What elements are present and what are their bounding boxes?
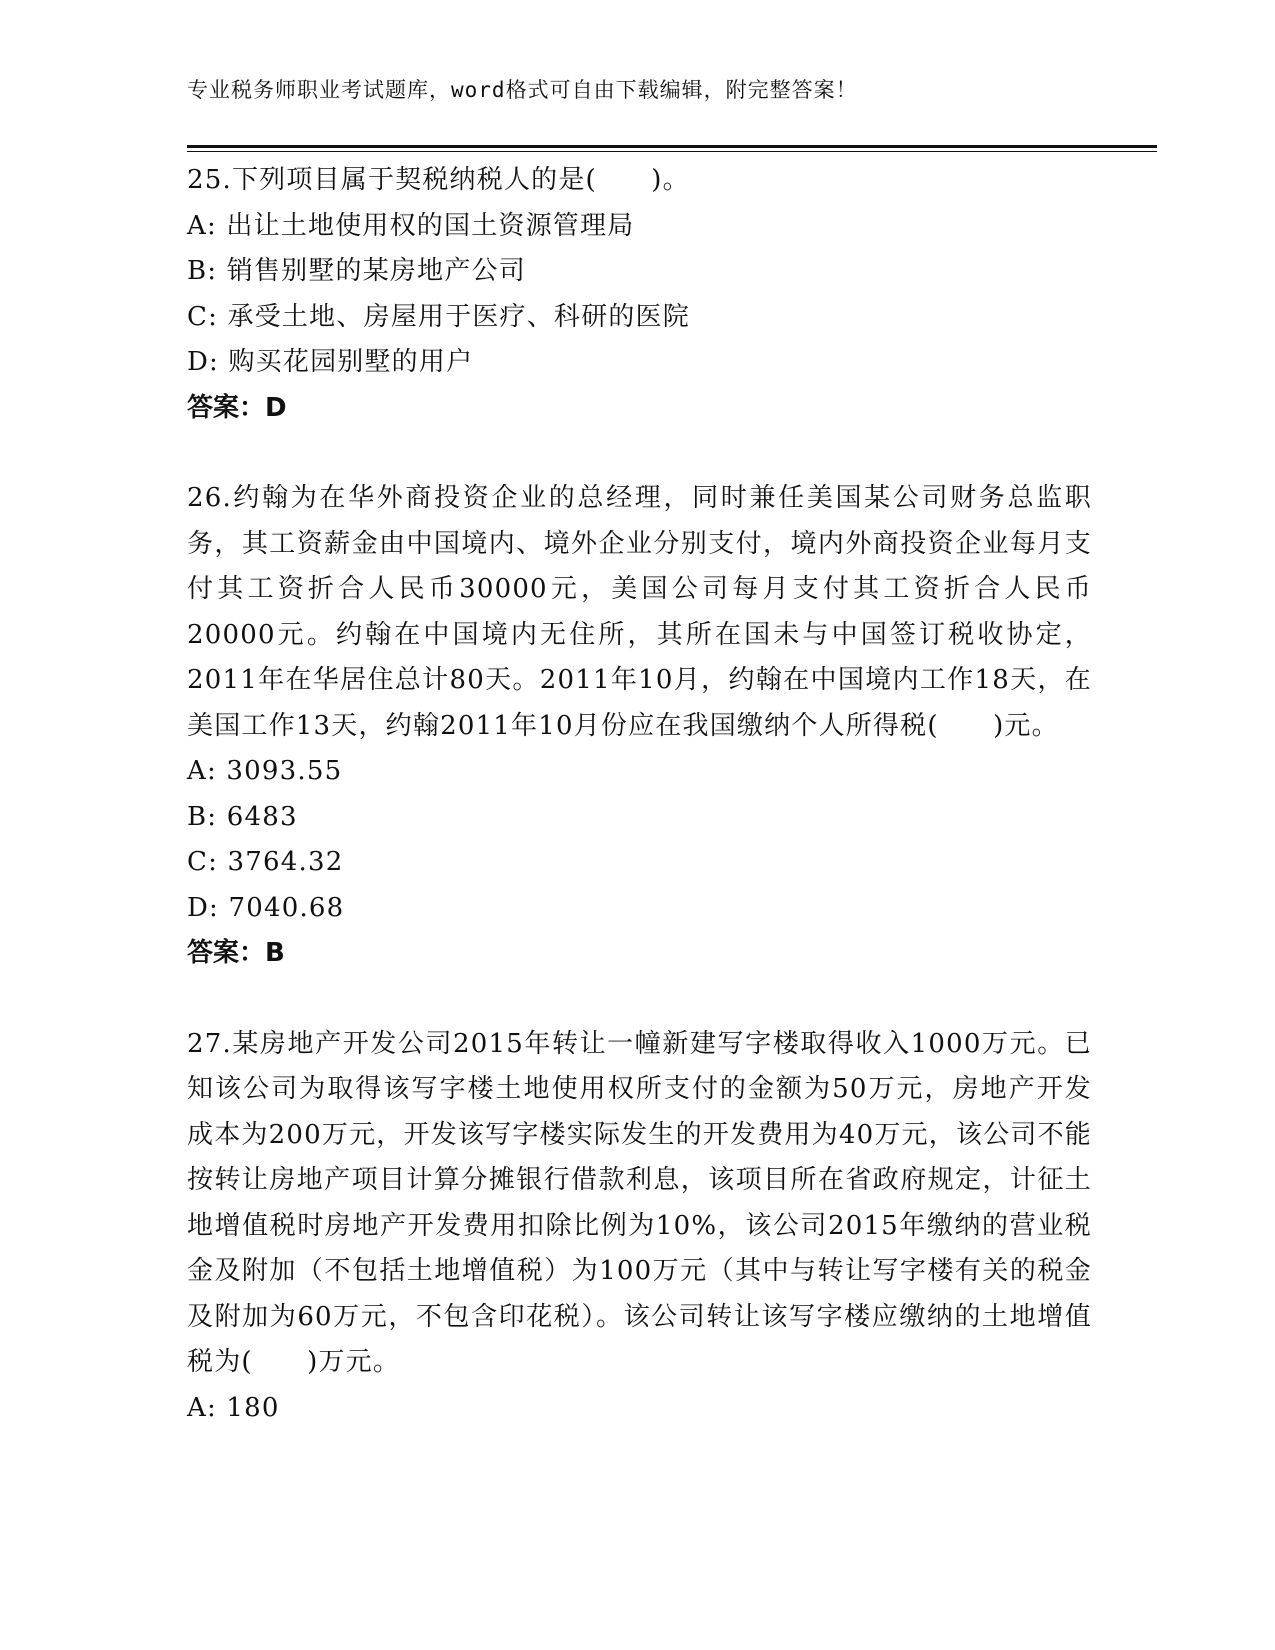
answer: 答案：D <box>187 392 287 423</box>
spacer <box>187 977 1092 1022</box>
option-a: A: 3093.55 <box>187 756 343 786</box>
question-stem: 26.约翰为在华外商投资企业的总经理，同时兼任美国某公司财务总监职务，其工资薪金由中国境内、境外企业分别支付，境内外商投资企业每月支付其工资折合人民币30000元，美国公司每月支付其工资折合人民币20000元。约翰在中国境内无住所，其所在国未与中国签订税收协定，2011年在华居住总计80天。2011年10月，约翰在中国境内工作18天，在美国工作13天，约翰2011年10月份应在我国缴纳个人所得税( )元。 <box>187 483 1092 741</box>
option-c: C: 承受土地、房屋用于医疗、科研的医院 <box>187 301 690 332</box>
question-25 <box>187 158 1092 431</box>
answer: 答案：B <box>187 938 285 968</box>
spacer <box>187 431 1092 476</box>
question-stem: 27.某房地产开发公司2015年转让一幢新建写字楼取得收入1000万元。已知该公司为取得该写字楼土地使用权所支付的金额为50万元，房地产开发成本为200万元，开发该写字楼实际发生的开发费用为40万元，该公司不能按转让房地产项目计算分摊银行借款利息，该项目所在省政府规定，计征土地增值税时房地产开发费用扣除比例为10%，该公司2015年缴纳的营业税金及附加（不包括土地增值税）为100万元（其中与转让写字楼有关的税金及附加为60万元，不包含印花税）。该公司转让该写字楼应缴纳的土地增值税为( )万元。 <box>187 1028 1092 1377</box>
question-stem: 25.下列项目属于契税纳税人的是( )。 <box>187 165 690 195</box>
question-27 <box>187 1022 1092 1432</box>
page-header: 专业税务师职业考试题库，word格式可自由下载编辑，附完整答案！ <box>187 78 858 102</box>
option-a: A: 180 <box>187 1392 280 1423</box>
option-d: D: 购买花园别墅的用户 <box>187 347 474 377</box>
header-divider-thin <box>187 151 1157 152</box>
option-b: B: 6483 <box>187 801 298 832</box>
header-divider-thick <box>187 145 1157 148</box>
option-a: A: 出让土地使用权的国土资源管理局 <box>187 210 635 241</box>
option-d: D: 7040.68 <box>187 892 345 923</box>
question-26 <box>187 476 1092 977</box>
question-list <box>187 158 1092 1431</box>
option-c: C: 3764.32 <box>187 847 344 877</box>
option-b: B: 销售别墅的某房地产公司 <box>187 256 526 286</box>
